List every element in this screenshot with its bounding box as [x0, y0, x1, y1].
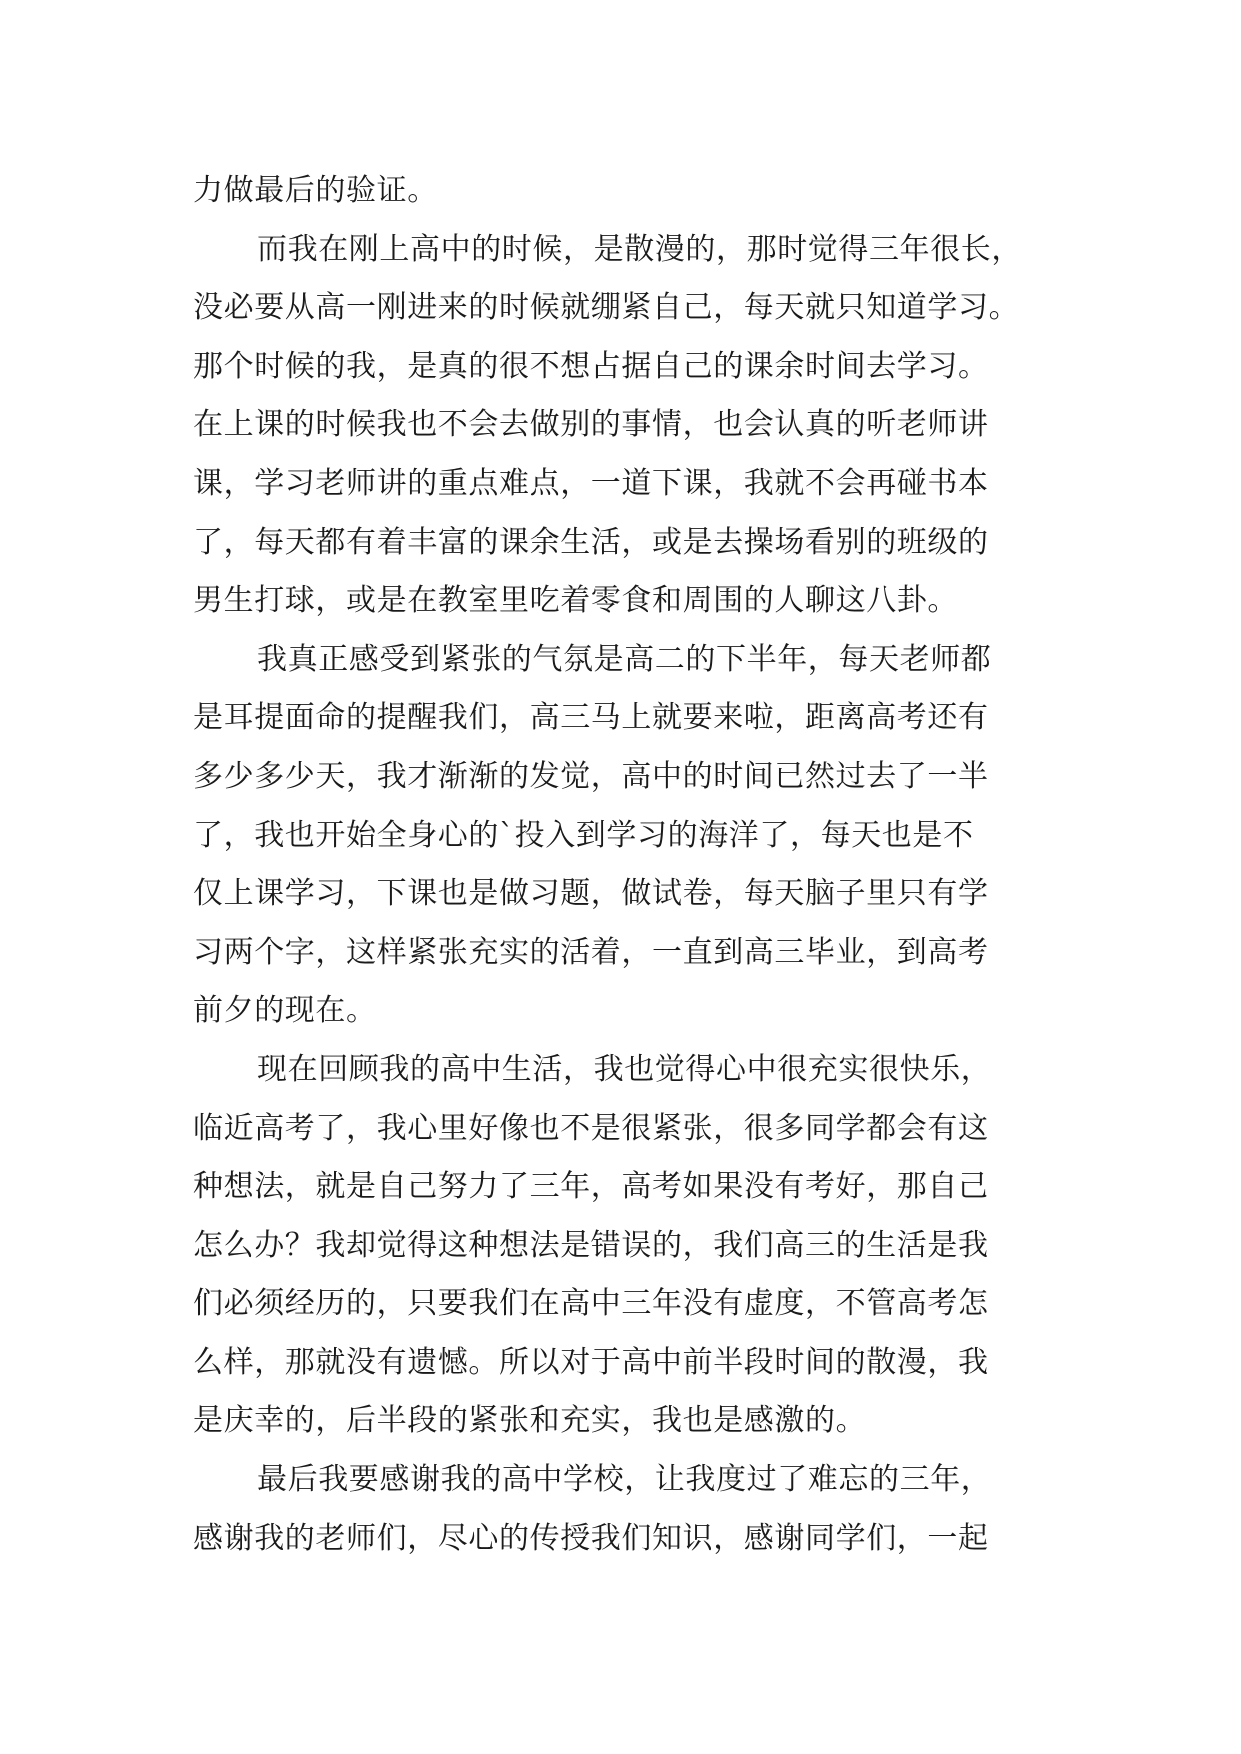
text-line: 我真正感受到紧张的气氛是高二的下半年，每天老师都 [257, 641, 992, 677]
text-line: 是庆幸的，后半段的紧张和充实，我也是感激的。 [193, 1403, 867, 1439]
text-line: 感谢我的老师们，尽心的传授我们知识，感谢同学们，一起 [193, 1520, 989, 1556]
essay-body [193, 162, 1073, 1568]
text-line: 最后我要感谢我的高中学校，让我度过了难忘的三年， [257, 1462, 992, 1498]
text-line: 么样，那就没有遗憾。所以对于高中前半段时间的散漫，我 [193, 1344, 989, 1380]
text-line: 那个时候的我，是真的很不想占据自己的课余时间去学习。 [193, 348, 989, 384]
text-line: 男生打球，或是在教室里吃着零食和周围的人聊这八卦。 [193, 583, 958, 619]
text-line: 是耳提面命的提醒我们，高三马上就要来啦，距离高考还有 [193, 700, 989, 736]
text-line: 临近高考了，我心里好像也不是很紧张，很多同学都会有这 [193, 1110, 989, 1146]
text-line: 了，我也开始全身心的`投入到学习的海洋了，每天也是不 [193, 817, 974, 853]
text-line: 怎么办？我却觉得这种想法是错误的，我们高三的生活是我 [193, 1227, 989, 1263]
text-line: 力做最后的验证。 [193, 173, 438, 208]
text-line: 前夕的现在。 [193, 993, 377, 1029]
text-line: 仅上课学习，下课也是做习题，做试卷，每天脑子里只有学 [193, 876, 989, 912]
text-line: 在上课的时候我也不会去做别的事情，也会认真的听老师讲 [193, 407, 989, 443]
text-line: 现在回顾我的高中生活，我也觉得心中很充实很快乐， [257, 1051, 992, 1087]
text-line: 们必须经历的，只要我们在高中三年没有虚度，不管高考怎 [193, 1286, 989, 1322]
text-line: 没必要从高一刚进来的时候就绷紧自己，每天就只知道学习。 [193, 290, 1020, 326]
text-line: 了，每天都有着丰富的课余生活，或是去操场看别的班级的 [193, 524, 989, 560]
text-line: 习两个字，这样紧张充实的活着，一直到高三毕业，到高考 [193, 934, 989, 970]
text-line: 多少多少天，我才渐渐的发觉，高中的时间已然过去了一半 [193, 758, 989, 794]
text-line: 课，学习老师讲的重点难点，一道下课，我就不会再碰书本 [193, 465, 989, 501]
text-line: 种想法，就是自己努力了三年，高考如果没有考好，那自己 [193, 1169, 989, 1205]
text-line: 而我在刚上高中的时候，是散漫的，那时觉得三年很长， [257, 231, 1022, 267]
